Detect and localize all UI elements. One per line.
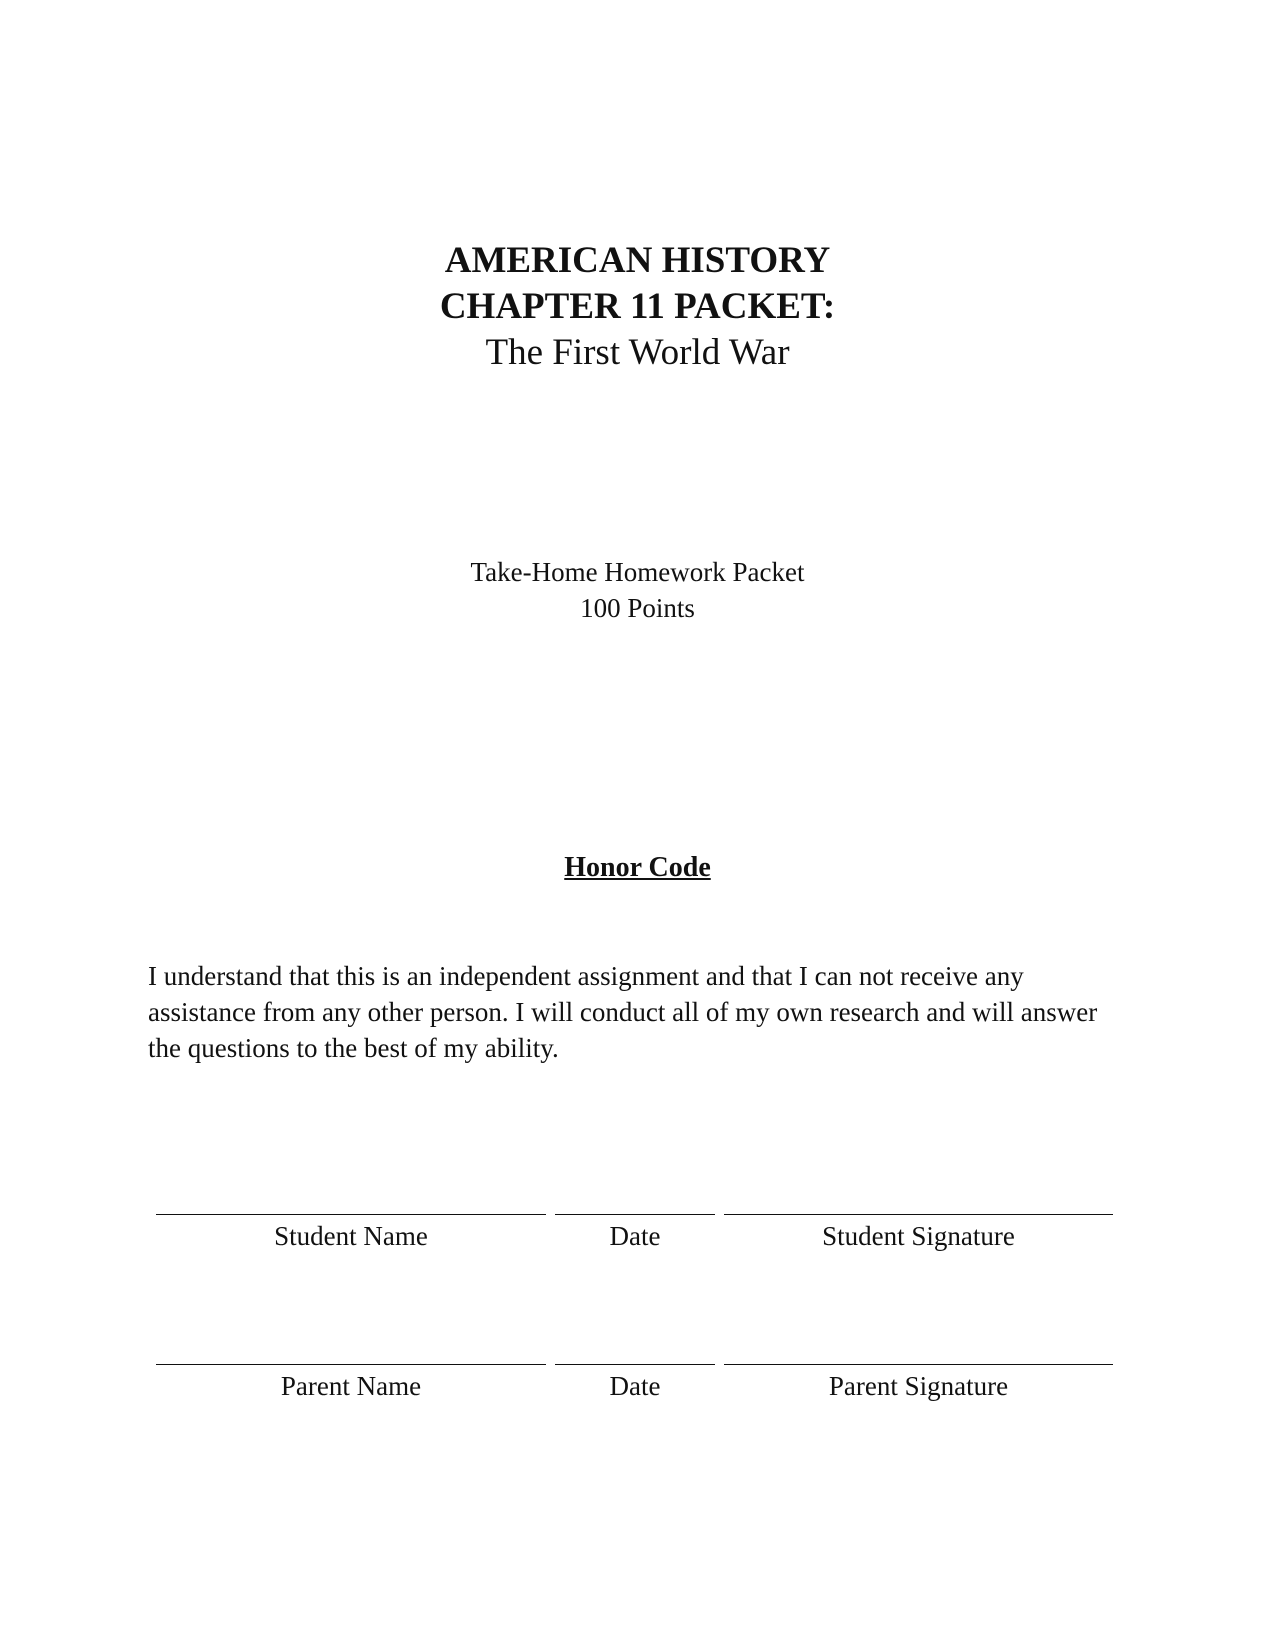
parent-signature-row bbox=[0, 1338, 1275, 1418]
honor-code-heading: Honor Code bbox=[564, 852, 711, 883]
subtitle: The First World War bbox=[485, 332, 790, 373]
student-date-line[interactable] bbox=[555, 1214, 715, 1215]
parent-name-label: Parent Name bbox=[280, 1371, 422, 1401]
student-signature-label: Student Signature bbox=[822, 1221, 1015, 1251]
parent-date-label: Date bbox=[609, 1371, 661, 1401]
title-line-2: CHAPTER 11 PACKET: bbox=[439, 286, 836, 327]
honor-code-statement: I understand that this is an independent assignment and that I can not receive any assistance from any other person. I will conduct all of my own research and will answer the questions to the best of my ability. bbox=[148, 961, 1098, 1063]
student-date-label: Date bbox=[609, 1221, 661, 1251]
parent-signature-label: Parent Signature bbox=[828, 1371, 1009, 1401]
packet-info bbox=[0, 554, 1275, 626]
student-signature-row bbox=[0, 1188, 1275, 1268]
packet-points: 100 Points bbox=[580, 593, 695, 623]
title-line-1: AMERICAN HISTORY bbox=[444, 240, 831, 281]
title-block bbox=[0, 238, 1275, 376]
packet-type: Take-Home Homework Packet bbox=[470, 557, 805, 587]
student-name-line[interactable] bbox=[156, 1214, 546, 1215]
student-name-label: Student Name bbox=[274, 1221, 428, 1251]
parent-name-line[interactable] bbox=[156, 1364, 546, 1365]
student-signature-line[interactable] bbox=[724, 1214, 1113, 1215]
parent-date-line[interactable] bbox=[555, 1364, 715, 1365]
parent-signature-line[interactable] bbox=[724, 1364, 1113, 1365]
